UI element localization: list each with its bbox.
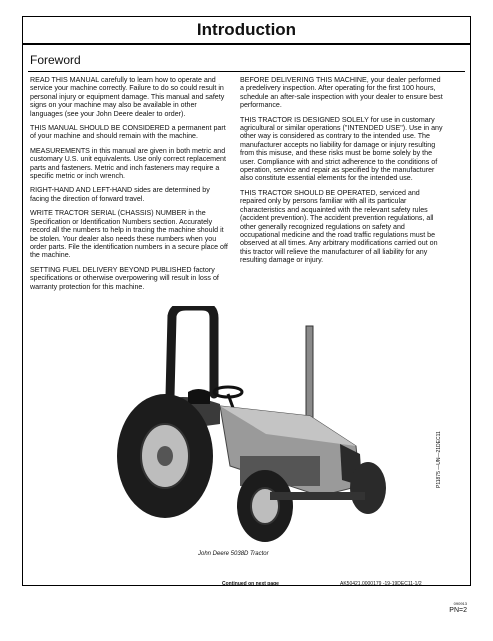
paragraph-body: factory specifications or otherwise overpowering will result in loss of warranty protection for this machine. <box>30 265 219 291</box>
paragraph-body: a permanent part of your machine and should remain with the machine. <box>30 124 226 141</box>
paragraph-body: serviced and repaired only by persons familiar with all its particular characteristics and acquainted with the relevant safety rules (accident prevention). The accident prevention regulations, all other generally recognized regulations on safety and occupational medicine and the road traffic regulations must be observed at all times. Any arbitrary modifications carried out on this tractor will relieve the manufacturer of all liability for any resulting damage or injury. <box>240 188 438 265</box>
paragraph-body: carefully to learn how to operate and service your machine correctly. Failure to do so could result in personal injury or equipment damage. This manual and safety signs on your machine may also be available in other languages (see your John Deere dealer to order). <box>30 76 225 118</box>
page-number: PN=2 <box>449 607 467 614</box>
paragraph-lead: RIGHT-HAND AND LEFT-HAND <box>30 186 133 195</box>
paragraph-body: for use in customary agricultural or similar operations ("INTENDED USE"). Use in any other way is considered as contrary to the intended use. The manufacturer accepts no liability for damage or injury resulting from this misuse, and these risks must be borne solely by the user. Compliance with and strict adherence to the conditions of operation, service and repair as specified by the manufacturer also constitute essential elements for the intended use. <box>240 115 443 183</box>
paragraph-lead: SETTING FUEL DELIVERY BEYOND PUBLISHED <box>30 265 192 274</box>
figure-code: P11875 —UN—21DEC11 <box>436 431 442 488</box>
paragraph <box>30 147 230 181</box>
document-code: AK50421,0000179 -19-19DEC11-1/2 <box>340 581 422 587</box>
date-code: 090913 <box>453 601 467 606</box>
tractor-illustration <box>110 306 410 551</box>
paragraph-lead: THIS MANUAL SHOULD BE CONSIDERED <box>30 124 170 133</box>
page-title: Introduction <box>22 16 471 44</box>
section-heading: Foreword <box>30 53 81 67</box>
paragraph-body: in this manual are given in both metric and customary U.S. unit equivalents. Use only correct replacement parts and fasteners. Metric and inch fasteners may require a specific metric or inch wrench. <box>30 146 226 181</box>
paragraph-lead: THIS TRACTOR IS DESIGNED SOLELY <box>240 115 369 124</box>
paragraph-body: your dealer performed a predelivery inspection. After operating for the first 100 hours, schedule an after-sale inspection with your dealer to ensure best performance. <box>240 76 443 110</box>
paragraph <box>240 189 444 265</box>
paragraph-lead: BEFORE DELIVERING THIS MACHINE, <box>240 76 369 84</box>
paragraph <box>30 186 230 203</box>
left-column <box>30 76 230 297</box>
paragraph <box>240 76 444 110</box>
paragraph-lead: READ THIS MANUAL <box>30 76 99 84</box>
paragraph-body: sides are determined by facing the direction of forward travel. <box>30 186 210 203</box>
figure-caption: John Deere 5038D Tractor <box>198 551 269 557</box>
paragraph-lead: THIS TRACTOR SHOULD BE OPERATED, <box>240 188 378 197</box>
right-column <box>240 76 444 271</box>
continued-note: Continued on next page <box>222 581 279 587</box>
paragraph-lead: WRITE TRACTOR SERIAL (CHASSIS) NUMBER <box>30 209 187 218</box>
paragraph <box>30 76 230 118</box>
paragraph-body: in the Specification or Identification Numbers section. Accurately record all the numbers to help in tracing the machine should it be stolen. Your dealer also needs these numbers when you order parts. File the identification numbers in a secure place off the machine. <box>30 209 228 260</box>
section-divider <box>28 71 465 72</box>
paragraph <box>30 124 230 141</box>
paragraph-lead: MEASUREMENTS <box>30 146 90 155</box>
paragraph <box>240 116 444 183</box>
paragraph <box>30 266 230 291</box>
paragraph <box>30 209 230 259</box>
